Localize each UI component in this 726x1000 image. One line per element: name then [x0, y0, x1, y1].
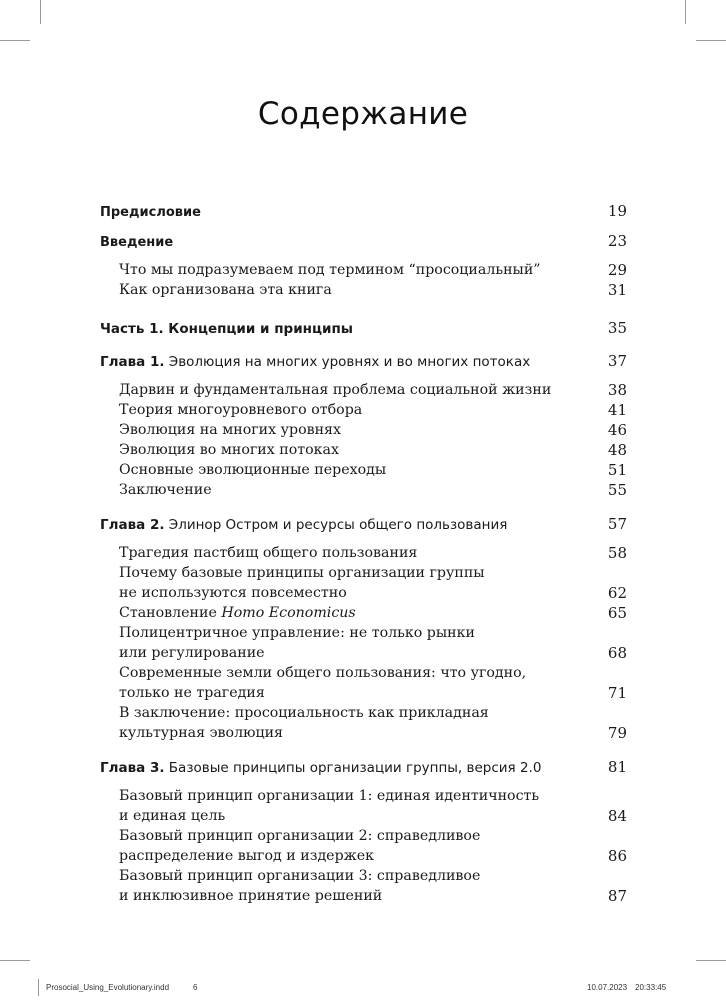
toc-subentry[interactable] — [100, 703, 627, 743]
toc-subentry[interactable] — [100, 866, 627, 906]
toc-page-number: 38 — [607, 381, 627, 399]
print-slug — [0, 983, 726, 995]
toc-entry-label: Предисловие — [100, 205, 201, 220]
toc-entry-label: Эволюция во многих потоках — [119, 442, 339, 458]
slug-page-number: 6 — [193, 983, 198, 992]
toc-entry-label: Заключение — [119, 482, 212, 498]
chapter-prefix: Глава 1. — [100, 354, 165, 370]
toc-page-number: 68 — [607, 644, 627, 662]
toc-page-number: 62 — [607, 584, 627, 602]
toc-page-number: 79 — [607, 724, 627, 742]
toc-entry-label — [119, 826, 480, 866]
toc-entry-line: и инклюзивное принятие решений — [119, 888, 383, 904]
toc-entry-label — [119, 866, 480, 906]
crop-mark — [0, 960, 30, 961]
toc-entry-label — [119, 703, 489, 743]
page-title: Содержание — [257, 96, 469, 132]
toc-subentry[interactable] — [100, 480, 627, 500]
toc-entry-line: Современные земли общего пользования: что угодно, — [119, 665, 527, 681]
toc-entry-label: Эволюция на многих уровнях — [119, 422, 342, 438]
chapter-title: Элинор Остром и ресурсы общего пользования — [168, 517, 508, 533]
toc-page-number: 31 — [607, 281, 627, 299]
toc-entry-label — [119, 623, 475, 663]
toc-page-number: 51 — [607, 461, 627, 479]
slug-time: 20:33:45 — [635, 983, 667, 992]
toc-entry-line: Базовый принцип организации 3: справедливое — [119, 868, 481, 884]
toc-subentry[interactable] — [100, 663, 627, 703]
toc-page-number: 71 — [607, 684, 627, 702]
toc-entry-line: Базовый принцип организации 1: единая идентичность — [119, 788, 540, 804]
toc-entry-line: В заключение: просоциальность как прикладная — [119, 705, 489, 721]
toc-entry-label — [100, 354, 530, 370]
toc-entry-preface[interactable] — [100, 200, 627, 220]
crop-mark — [696, 40, 726, 41]
toc-entry-line: Становление — [119, 605, 217, 621]
chapter-prefix: Глава 2. — [100, 517, 165, 533]
toc-entry-line: Почему базовые принципы организации группы — [119, 565, 485, 581]
toc-page-number: 35 — [607, 319, 627, 337]
toc-entry-label — [100, 517, 507, 533]
toc-entry-chapter-1[interactable] — [100, 350, 627, 370]
chapter-title: Базовые принципы организации группы, версия 2.0 — [168, 760, 542, 776]
toc-entry-label — [119, 663, 526, 703]
toc-page-number: 87 — [607, 887, 627, 905]
toc-page-number: 41 — [607, 401, 627, 419]
toc-subentry[interactable] — [100, 380, 627, 400]
crop-mark — [40, 0, 41, 24]
table-of-contents — [100, 196, 627, 906]
toc-entry-line: не используются повсеместно — [119, 585, 347, 601]
toc-entry-part-1[interactable] — [100, 317, 627, 337]
toc-subentry[interactable] — [100, 603, 627, 623]
toc-entry-italic: Homo Economicus — [221, 605, 356, 621]
slug-date: 10.07.2023 — [587, 983, 628, 992]
toc-entry-label: Введение — [100, 235, 174, 250]
toc-page-number: 57 — [607, 515, 627, 533]
toc-entry-line: или регулирование — [119, 645, 265, 661]
toc-entry-line: культурная эволюция — [119, 725, 283, 741]
toc-entry-label — [119, 603, 356, 623]
toc-entry-label: Дарвин и фундаментальная проблема социальной жизни — [119, 382, 552, 398]
crop-mark — [696, 960, 726, 961]
toc-subentry[interactable] — [100, 543, 627, 563]
toc-subentry[interactable] — [100, 440, 627, 460]
toc-subentry[interactable] — [100, 400, 627, 420]
toc-entry-label: Основные эволюционные переходы — [119, 462, 387, 478]
toc-entry-label — [119, 786, 539, 826]
toc-entry-label — [119, 563, 485, 603]
toc-entry-intro[interactable] — [100, 230, 627, 250]
toc-page-number: 48 — [607, 441, 627, 459]
toc-subentry[interactable] — [100, 280, 627, 300]
toc-page-number: 86 — [607, 847, 627, 865]
toc-entry-label: Как организована эта книга — [119, 282, 332, 298]
toc-entry-chapter-2[interactable] — [100, 513, 627, 533]
toc-page-number: 55 — [607, 481, 627, 499]
crop-mark — [685, 0, 686, 24]
toc-entry-label: Что мы подразумеваем под термином “просоциальный” — [119, 262, 541, 278]
toc-subentry[interactable] — [100, 420, 627, 440]
toc-page-number: 29 — [607, 261, 627, 279]
toc-subentry[interactable] — [100, 563, 627, 603]
toc-page-number: 58 — [607, 544, 627, 562]
slug-filename: Prosocial_Using_Evolutionary.indd — [46, 983, 170, 992]
toc-subentry[interactable] — [100, 623, 627, 663]
toc-entry-label — [100, 760, 541, 776]
toc-entry-label: Теория многоуровневого отбора — [119, 402, 363, 418]
toc-entry-line: Базовый принцип организации 2: справедливое — [119, 828, 481, 844]
toc-entry-line: только не трагедия — [119, 685, 265, 701]
toc-entry-line: Полицентричное управление: не только рынки — [119, 625, 475, 641]
toc-entry-chapter-3[interactable] — [100, 756, 627, 776]
chapter-title: Эволюция на многих уровнях и во многих потоках — [168, 354, 531, 370]
toc-page-number: 23 — [607, 232, 627, 250]
crop-mark — [0, 40, 30, 41]
toc-entry-label: Трагедия пастбищ общего пользования — [119, 545, 418, 561]
toc-entry-line: распределение выгод и издержек — [119, 848, 374, 864]
toc-page-number: 19 — [607, 202, 627, 220]
toc-subentry[interactable] — [100, 826, 627, 866]
toc-entry-label: Часть 1. Концепции и принципы — [100, 321, 353, 337]
toc-subentry[interactable] — [100, 460, 627, 480]
toc-page-number: 65 — [607, 604, 627, 622]
toc-subentry[interactable] — [100, 786, 627, 826]
toc-page-number: 46 — [607, 421, 627, 439]
toc-subentry[interactable] — [100, 260, 627, 280]
toc-page-number: 81 — [607, 758, 627, 776]
toc-page-number: 84 — [607, 807, 627, 825]
toc-entry-line: и единая цель — [119, 808, 226, 824]
chapter-prefix: Глава 3. — [100, 760, 165, 776]
toc-page-number: 37 — [607, 352, 627, 370]
